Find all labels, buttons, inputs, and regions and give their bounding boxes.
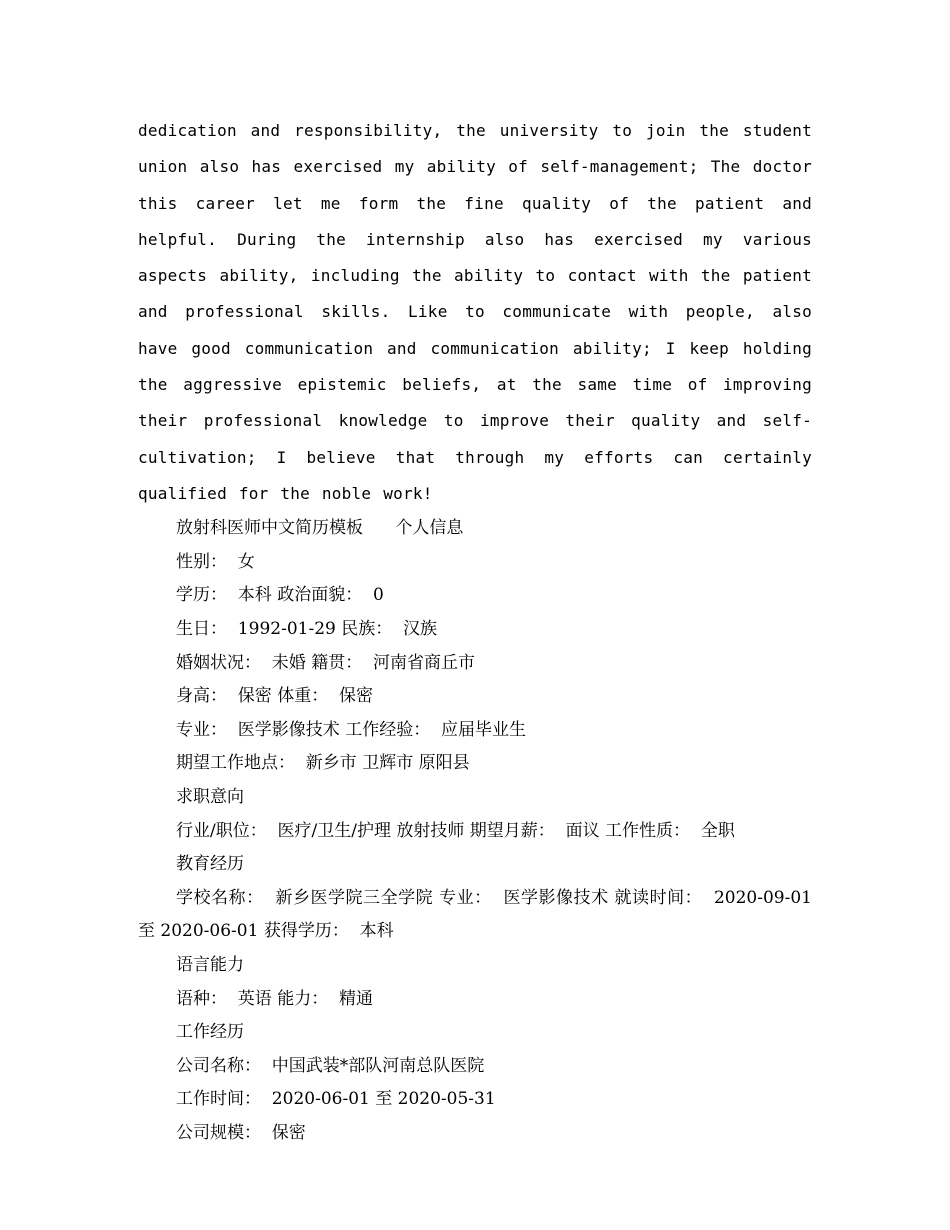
major-line: 专业： 医学影像技术 工作经验： 应届毕业生 [176,719,527,740]
birth-line: 生日： 1992-01-29 民族： 汉族 [176,619,438,640]
education-line: 学历： 本科 政治面貌： 0 [176,585,384,606]
intro-paragraph: dedication and responsibility, the university to join the student union also has exercised my ability of self-management; The doctor this career let me form the fine quality of the patient and helpful. During the internship also has exercised my various aspects ability, including the ability to contact with the patient and professional skills. Like to communicate with people, also have good communication and communication ability; I keep holding the aggressive epistemic beliefs, at the same time of improving their professional knowledge to improve their quality and self-cultivation; I believe that through my efforts can certainly qualified for the noble work! [138,121,812,503]
work-heading: 工作经历 [176,1022,244,1043]
work-time-line: 工作时间： 2020-06-01 至 2020-05-31 [176,1089,496,1110]
resume-title: 放射科医师中文简历模板 个人信息 [176,518,464,539]
document-page [138,113,818,1151]
language-heading: 语言能力 [176,954,244,975]
school-line: 学校名称： 新乡医学院三全学院 专业： 医学影像技术 就读时间： 2020-09-01 至 2020-06-01 获得学历： 本科 [138,887,818,942]
marital-line: 婚姻状况： 未婚 籍贯： 河南省商丘市 [176,652,476,673]
location-line: 期望工作地点： 新乡市 卫辉市 原阳县 [176,753,470,774]
height-line: 身高： 保密 体重： 保密 [176,686,374,707]
language-line: 语种： 英语 能力： 精通 [176,988,374,1009]
industry-line: 行业/职位： 医疗/卫生/护理 放射技师 期望月薪： 面议 工作性质： 全职 [176,820,735,841]
job-intent-heading: 求职意向 [176,787,244,808]
company-line: 公司名称： 中国武装*部队河南总队医院 [176,1055,485,1076]
company-size-line: 公司规模： 保密 [176,1122,306,1143]
education-heading: 教育经历 [176,854,244,875]
gender-line: 性别： 女 [176,551,255,572]
